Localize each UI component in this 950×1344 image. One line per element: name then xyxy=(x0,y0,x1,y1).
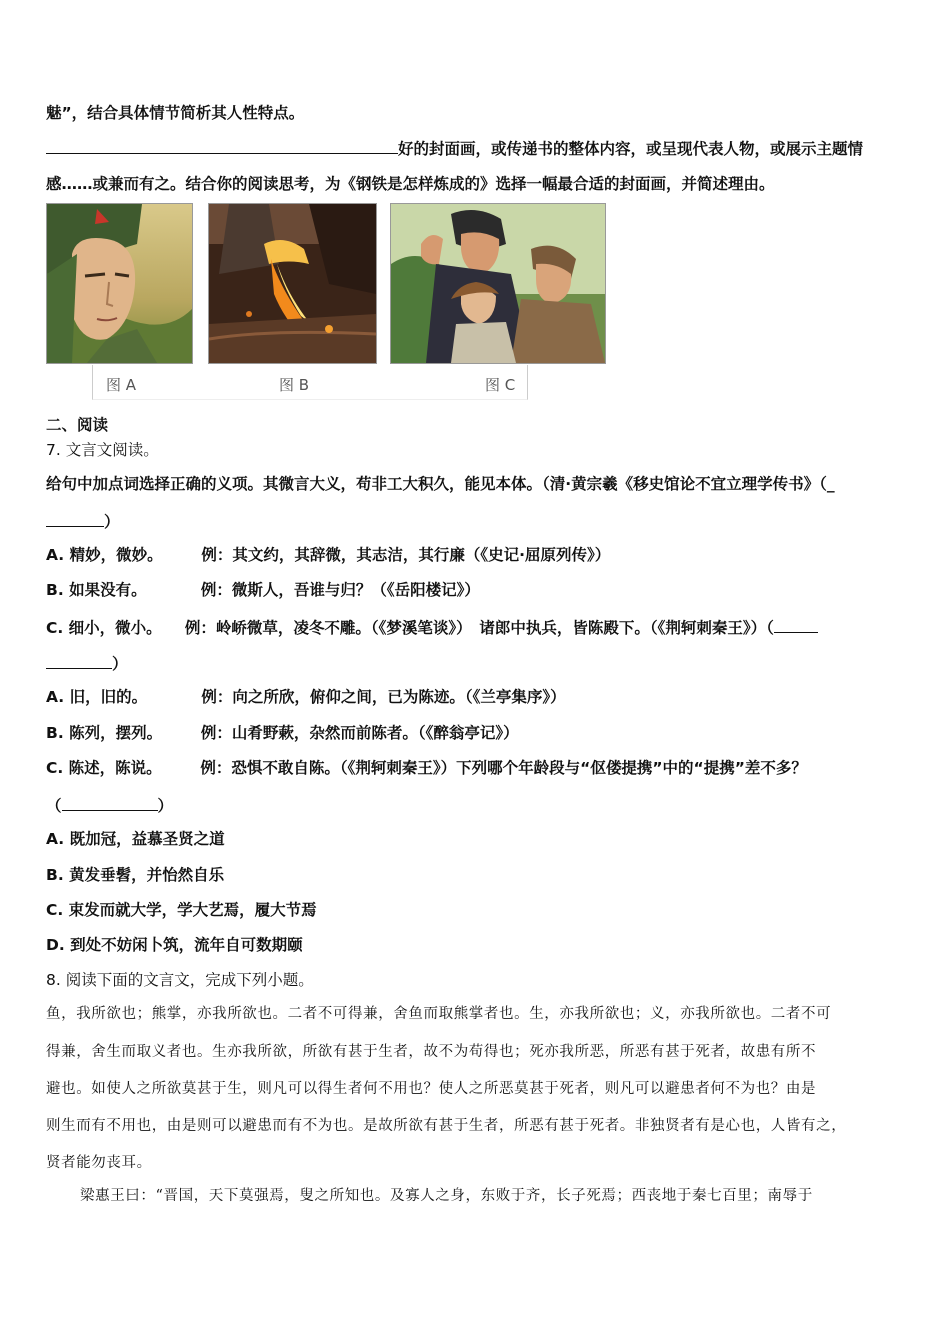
passage-line: 得兼，舍生而取义者也。生亦我所欲，所欲有甚于生者，故不为苟得也；死亦我所恶，所恶有甚于死者，故患有所不 xyxy=(46,1044,817,1060)
figure-b-caption: 图 B xyxy=(279,376,310,394)
figure-a-image xyxy=(46,203,193,364)
figure-caption-frame xyxy=(92,365,528,400)
text-line-with-blank xyxy=(46,510,120,532)
passage-line: 鱼，我所欲也；熊掌，亦我所欲也。二者不可得兼，舍鱼而取熊掌者也。生，亦我所欲也；义，亦我所欲也。二者不可 xyxy=(46,1006,832,1022)
question-stem: 给句中加点词选择正确的义项。其微言大义，苟非工大积久，能见本体。（清·黄宗羲《移史馆论不宜立理学传书》（_ xyxy=(46,475,835,493)
answer-blank[interactable] xyxy=(62,794,158,811)
text-line-with-blank xyxy=(46,137,863,159)
text-segment: ） xyxy=(104,513,120,531)
passage-line: 梁惠王曰：“晋国，天下莫强焉，叟之所知也。及寡人之身，东败于齐，长子死焉；西丧地于秦七百里；南辱于 xyxy=(80,1188,813,1204)
question-number: 8. 阅读下面的文言文，完成下列小题。 xyxy=(46,971,314,989)
answer-blank[interactable] xyxy=(46,652,112,669)
text-line: 感……或兼而有之。结合你的阅读思考，为《钢铁是怎样炼成的》选择一幅最合适的封面画，并简述理由。 xyxy=(46,175,775,193)
text-segment: （ xyxy=(46,797,62,815)
option-a: A. 精妙，微妙。 例：其文约，其辞微，其志洁，其行廉（《史记·屈原列传》） xyxy=(46,546,611,564)
option-b: B. 如果没有。 例：微斯人，吾谁与归？（《岳阳楼记》） xyxy=(46,581,480,599)
figure-a-caption: 图 A xyxy=(106,376,137,394)
option-a: A. 旧，旧的。 例：向之所欣，俯仰之间，已为陈迹。（《兰亭集序》） xyxy=(46,688,566,706)
choice-a[interactable]: A. 既加冠，益慕圣贤之道 xyxy=(46,830,225,848)
text-line-with-blank xyxy=(46,794,173,816)
figure-b-image xyxy=(208,203,377,364)
choice-d[interactable]: D. 到处不妨闲卜筑，流年自可数期颐 xyxy=(46,936,303,954)
text-segment: C. 细小，微小。 例：岭峤微草，凌冬不雕。（《梦溪笔谈》） 诸郎中执兵，皆陈殿下。（《荆轲刺秦王》）（ xyxy=(46,619,774,637)
answer-blank[interactable] xyxy=(46,137,398,154)
option-b: B. 陈列，摆列。 例：山肴野蔌，杂然而前陈者。（《醉翁亭记》） xyxy=(46,724,519,742)
text-line: 魅”，结合具体情节简析其人性特点。 xyxy=(46,104,305,122)
section-heading: 二、阅读 xyxy=(46,416,109,434)
answer-blank[interactable] xyxy=(774,616,818,633)
option-c: C. 陈述，陈说。 例：恐惧不敢自陈。（《荆轲刺秦王》）下列哪个年龄段与“伛偻提携”中的“提携”差不多？ xyxy=(46,759,807,777)
figure-c-caption: 图 C xyxy=(485,376,516,394)
choice-c[interactable]: C. 束发而就大学，学大艺焉，履大节焉 xyxy=(46,901,317,919)
text-segment: ） xyxy=(157,797,174,815)
question-number: 7. 文言文阅读。 xyxy=(46,441,159,459)
passage-line: 贤者能勿丧耳。 xyxy=(46,1155,152,1171)
answer-blank[interactable] xyxy=(46,510,104,527)
figure-c-image xyxy=(390,203,606,364)
passage-line: 则生而有不用也，由是则可以避患而有不为也。是故所欲有甚于生者，所恶有甚于死者。非独贤者有是心也，人皆有之， xyxy=(46,1118,847,1134)
text-segment: ） xyxy=(112,655,128,673)
choice-b[interactable]: B. 黄发垂髫，并怡然自乐 xyxy=(46,866,225,884)
option-c xyxy=(46,616,818,638)
text-segment: 好的封面画，或传递书的整体内容，或呈现代表人物，或展示主题情 xyxy=(398,140,864,158)
text-line-with-blank xyxy=(46,652,128,674)
passage-line: 避也。如使人之所欲莫甚于生，则凡可以得生者何不用也？使人之所恶莫甚于死者，则凡可以避患者何不为也？由是 xyxy=(46,1081,817,1097)
